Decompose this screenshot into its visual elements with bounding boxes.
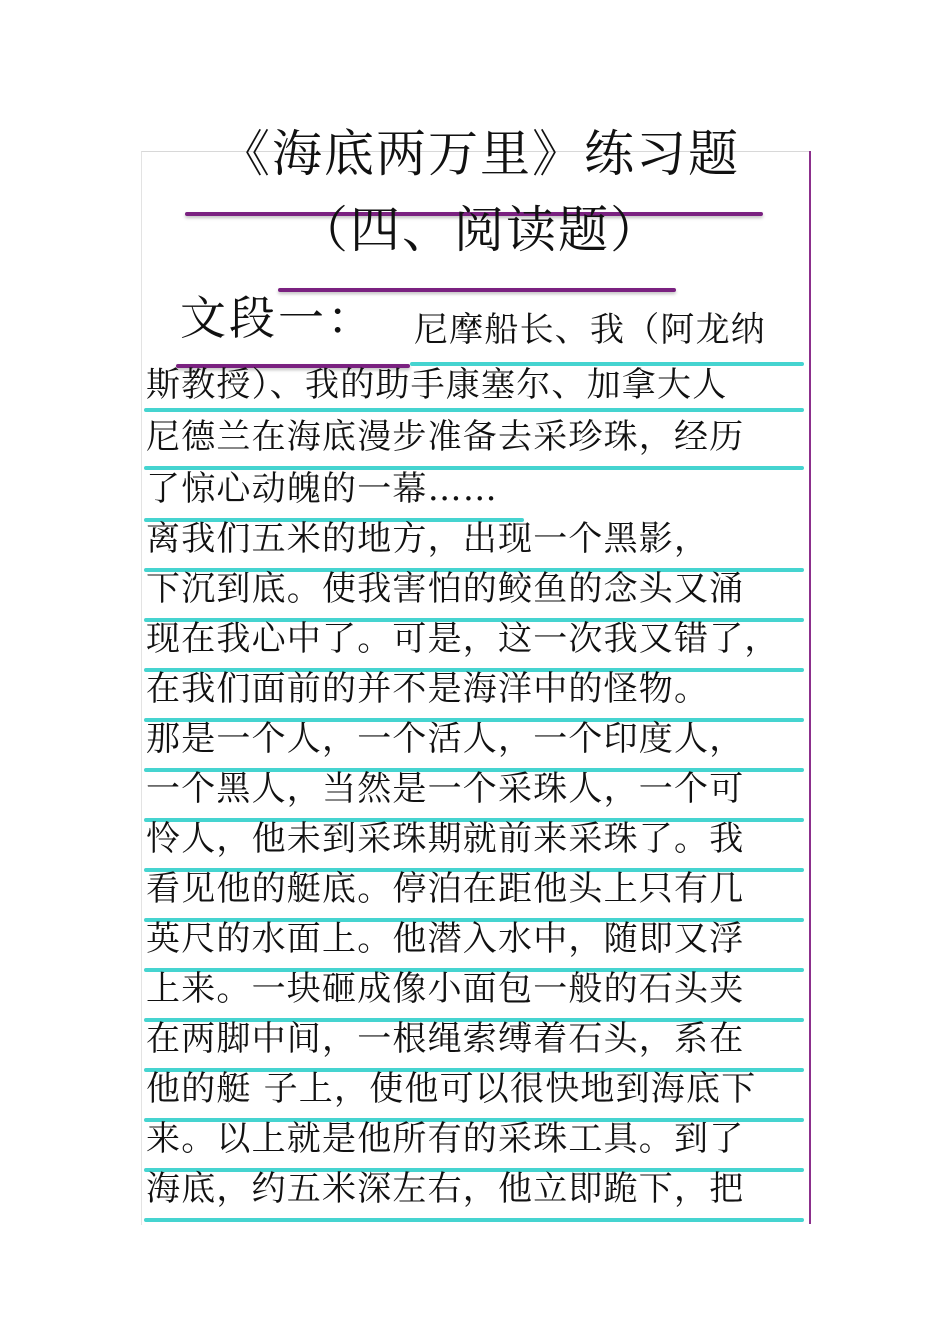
text-line: 下沉到底。使我害怕的鲛鱼的念头又涌 xyxy=(146,569,745,609)
text-line: 他的艇 子上，使他可以很快地到海底下 xyxy=(146,1069,757,1109)
text-line: 尼摩船长、我（阿龙纳 xyxy=(414,310,766,350)
line-rule xyxy=(144,1218,804,1222)
text-line: 那是一个人，一个活人，一个印度人， xyxy=(146,719,745,759)
page-frame-right-rule xyxy=(809,151,811,1224)
text-line: 看见他的艇底。停泊在距他头上只有几 xyxy=(146,869,745,909)
section-heading: 文段一： xyxy=(180,291,376,345)
text-line: 怜人，他未到采珠期就前来采珠了。我 xyxy=(146,819,745,859)
text-line: 了惊心动魄的一幕…… xyxy=(146,469,498,509)
title-line-1: 《海底两万里》练习题 xyxy=(220,125,740,183)
text-line: 离我们五米的地方，出现一个黑影， xyxy=(146,519,710,559)
text-line: 现在我心中了。可是，这一次我又错了， xyxy=(146,619,780,659)
text-line: 尼德兰在海底漫步准备去采珍珠，经历 xyxy=(146,417,745,457)
text-line: 一个黑人，当然是一个采珠人，一个可 xyxy=(146,769,745,809)
text-line: 英尺的水面上。他潜入水中，随即又浮 xyxy=(146,919,745,959)
text-line: 来。以上就是他所有的采珠工具。到了 xyxy=(146,1119,745,1159)
text-line: 上来。一块砸成像小面包一般的石头夹 xyxy=(146,969,745,1009)
line-rule xyxy=(144,408,804,412)
text-line: 在我们面前的并不是海洋中的怪物。 xyxy=(146,669,710,709)
text-line: 斯教授）、我的助手康塞尔、加拿大人 xyxy=(146,365,728,405)
text-line: 在两脚中间，一根绳索缚着石头，系在 xyxy=(146,1019,745,1059)
text-line: 海底，约五米深左右，他立即跪下，把 xyxy=(146,1169,745,1209)
title-line-2: （四、阅读题） xyxy=(298,201,662,259)
